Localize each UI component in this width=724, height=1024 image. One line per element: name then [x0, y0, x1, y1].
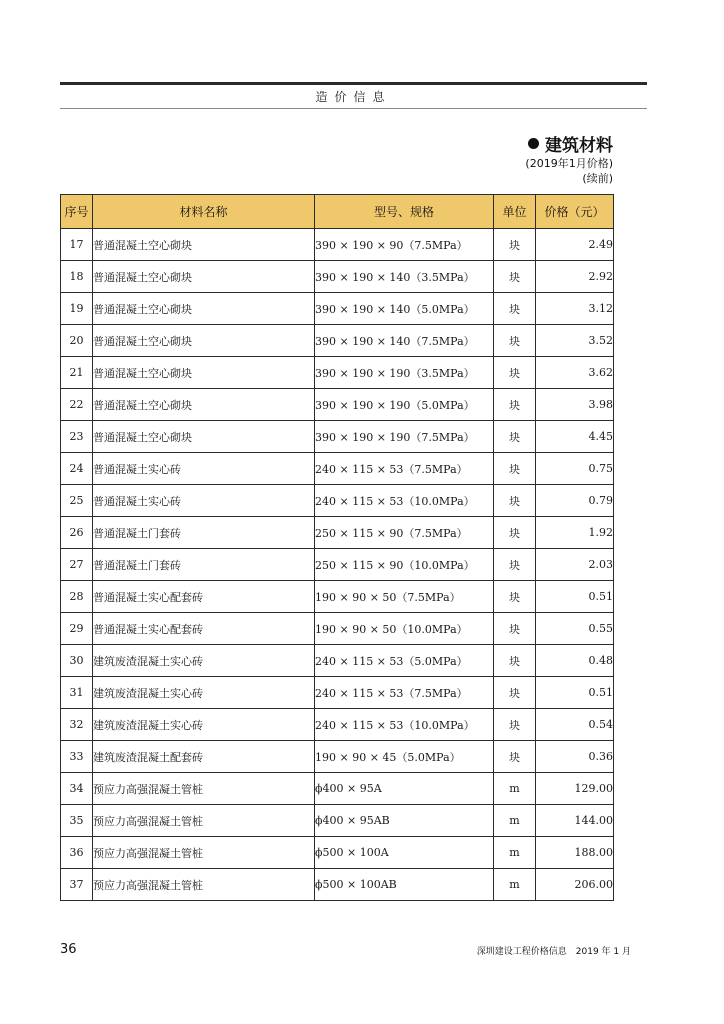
cell-name: 普通混凝土实心配套砖	[93, 581, 315, 613]
table-row	[61, 389, 614, 421]
bullet-icon	[528, 138, 539, 149]
cell-unit: 块	[494, 613, 536, 645]
cell-unit: 块	[494, 357, 536, 389]
cell-no: 17	[61, 229, 93, 261]
cell-no: 20	[61, 325, 93, 357]
cell-unit: 块	[494, 389, 536, 421]
table-row	[61, 549, 614, 581]
cell-spec: 390 × 190 × 140（5.0MPa）	[315, 293, 494, 325]
cell-name: 预应力高强混凝土管桩	[93, 869, 315, 901]
cell-price: 0.55	[536, 613, 614, 645]
cell-name: 普通混凝土实心配套砖	[93, 613, 315, 645]
cell-price: 0.54	[536, 709, 614, 741]
cell-spec: 240 × 115 × 53（7.5MPa）	[315, 677, 494, 709]
publication-info: 深圳建设工程价格信息 2019 年 1 月	[476, 947, 631, 957]
cell-price: 2.92	[536, 261, 614, 293]
table-header-row	[61, 195, 614, 229]
cell-spec: 390 × 190 × 190（3.5MPa）	[315, 357, 494, 389]
cell-name: 预应力高强混凝土管桩	[93, 773, 315, 805]
cell-no: 27	[61, 549, 93, 581]
cell-unit: 块	[494, 485, 536, 517]
cell-unit: 块	[494, 741, 536, 773]
cell-unit: 块	[494, 229, 536, 261]
column-header-no: 序号	[61, 195, 93, 229]
cell-unit: 块	[494, 645, 536, 677]
cell-spec: 240 × 115 × 53（5.0MPa）	[315, 645, 494, 677]
column-header-name: 材料名称	[93, 195, 315, 229]
cell-price: 129.00	[536, 773, 614, 805]
cell-price: 0.36	[536, 741, 614, 773]
cell-no: 18	[61, 261, 93, 293]
cell-name: 普通混凝土空心砌块	[93, 421, 315, 453]
cell-spec: 390 × 190 × 90（7.5MPa）	[315, 229, 494, 261]
cell-price: 3.12	[536, 293, 614, 325]
table-row	[61, 325, 614, 357]
cell-price: 3.98	[536, 389, 614, 421]
cell-spec: 190 × 90 × 50（10.0MPa）	[315, 613, 494, 645]
cell-spec: 390 × 190 × 190（5.0MPa）	[315, 389, 494, 421]
cell-price: 1.92	[536, 517, 614, 549]
cell-name: 普通混凝土空心砌块	[93, 261, 315, 293]
cell-name: 预应力高强混凝土管桩	[93, 837, 315, 869]
cell-price: 0.75	[536, 453, 614, 485]
cell-unit: 块	[494, 581, 536, 613]
cell-name: 普通混凝土空心砌块	[93, 229, 315, 261]
cell-price: 0.51	[536, 581, 614, 613]
table-row	[61, 261, 614, 293]
table-row	[61, 869, 614, 901]
cell-no: 37	[61, 869, 93, 901]
cell-name: 普通混凝土空心砌块	[93, 325, 315, 357]
header-rule	[60, 108, 647, 109]
cell-no: 26	[61, 517, 93, 549]
cell-spec: 390 × 190 × 140（7.5MPa）	[315, 325, 494, 357]
table-row	[61, 229, 614, 261]
cell-spec: 240 × 115 × 53（10.0MPa）	[315, 709, 494, 741]
page-number: 36	[60, 942, 77, 957]
cell-no: 28	[61, 581, 93, 613]
cell-no: 23	[61, 421, 93, 453]
cell-no: 33	[61, 741, 93, 773]
cell-name: 普通混凝土空心砌块	[93, 357, 315, 389]
cell-spec: 390 × 190 × 140（3.5MPa）	[315, 261, 494, 293]
cell-spec: ϕ500 × 100AB	[315, 869, 494, 901]
column-header-unit: 单位	[494, 195, 536, 229]
cell-unit: 块	[494, 709, 536, 741]
table-row	[61, 805, 614, 837]
cell-no: 21	[61, 357, 93, 389]
table-row	[61, 581, 614, 613]
section-subtitle: (2019年1月价格)	[525, 157, 613, 170]
cell-spec: 190 × 90 × 50（7.5MPa）	[315, 581, 494, 613]
cell-no: 32	[61, 709, 93, 741]
cell-unit: 块	[494, 517, 536, 549]
cell-price: 206.00	[536, 869, 614, 901]
table-body	[61, 229, 614, 901]
cell-price: 0.79	[536, 485, 614, 517]
cell-name: 普通混凝土空心砌块	[93, 389, 315, 421]
cell-spec: ϕ400 × 95A	[315, 773, 494, 805]
cell-spec: 240 × 115 × 53（10.0MPa）	[315, 485, 494, 517]
cell-no: 24	[61, 453, 93, 485]
cell-no: 31	[61, 677, 93, 709]
cell-name: 普通混凝土门套砖	[93, 517, 315, 549]
section-title	[528, 131, 613, 156]
cell-spec: 190 × 90 × 45（5.0MPa）	[315, 741, 494, 773]
cell-unit: m	[494, 805, 536, 837]
cell-price: 0.48	[536, 645, 614, 677]
cell-unit: 块	[494, 293, 536, 325]
table-row	[61, 709, 614, 741]
cell-unit: m	[494, 773, 536, 805]
table-row	[61, 837, 614, 869]
cell-spec: ϕ400 × 95AB	[315, 805, 494, 837]
table-row	[61, 517, 614, 549]
cell-name: 建筑废渣混凝土实心砖	[93, 645, 315, 677]
cell-unit: m	[494, 837, 536, 869]
price-table	[60, 194, 614, 901]
cell-price: 3.62	[536, 357, 614, 389]
section-title-text: 建筑材料	[545, 136, 613, 156]
table-row	[61, 773, 614, 805]
cell-unit: 块	[494, 677, 536, 709]
cell-price: 2.03	[536, 549, 614, 581]
table-row	[61, 357, 614, 389]
cell-no: 19	[61, 293, 93, 325]
cell-name: 建筑废渣混凝土实心砖	[93, 677, 315, 709]
column-header-spec: 型号、规格	[315, 195, 494, 229]
section-note: (续前)	[582, 172, 613, 185]
cell-name: 建筑废渣混凝土配套砖	[93, 741, 315, 773]
cell-price: 2.49	[536, 229, 614, 261]
cell-price: 3.52	[536, 325, 614, 357]
table-row	[61, 677, 614, 709]
column-header-price: 价格（元）	[536, 195, 614, 229]
cell-name: 普通混凝土门套砖	[93, 549, 315, 581]
table-row	[61, 741, 614, 773]
cell-unit: m	[494, 869, 536, 901]
cell-spec: 250 × 115 × 90（10.0MPa）	[315, 549, 494, 581]
table-row	[61, 485, 614, 517]
cell-no: 30	[61, 645, 93, 677]
cell-price: 4.45	[536, 421, 614, 453]
cell-unit: 块	[494, 421, 536, 453]
table-row	[61, 453, 614, 485]
cell-name: 普通混凝土实心砖	[93, 485, 315, 517]
top-rule	[60, 82, 647, 85]
cell-no: 25	[61, 485, 93, 517]
cell-no: 29	[61, 613, 93, 645]
cell-name: 预应力高强混凝土管桩	[93, 805, 315, 837]
cell-unit: 块	[494, 549, 536, 581]
cell-spec: 240 × 115 × 53（7.5MPa）	[315, 453, 494, 485]
cell-spec: 390 × 190 × 190（7.5MPa）	[315, 421, 494, 453]
cell-no: 36	[61, 837, 93, 869]
header-title: 造价信息	[315, 90, 392, 104]
table-row	[61, 613, 614, 645]
cell-price: 144.00	[536, 805, 614, 837]
cell-no: 34	[61, 773, 93, 805]
cell-price: 0.51	[536, 677, 614, 709]
cell-unit: 块	[494, 261, 536, 293]
table-row	[61, 645, 614, 677]
cell-unit: 块	[494, 325, 536, 357]
cell-no: 22	[61, 389, 93, 421]
cell-price: 188.00	[536, 837, 614, 869]
cell-name: 普通混凝土空心砌块	[93, 293, 315, 325]
cell-spec: 250 × 115 × 90（7.5MPa）	[315, 517, 494, 549]
table-row	[61, 421, 614, 453]
cell-name: 普通混凝土实心砖	[93, 453, 315, 485]
cell-no: 35	[61, 805, 93, 837]
cell-spec: ϕ500 × 100A	[315, 837, 494, 869]
cell-name: 建筑废渣混凝土实心砖	[93, 709, 315, 741]
cell-unit: 块	[494, 453, 536, 485]
table-row	[61, 293, 614, 325]
